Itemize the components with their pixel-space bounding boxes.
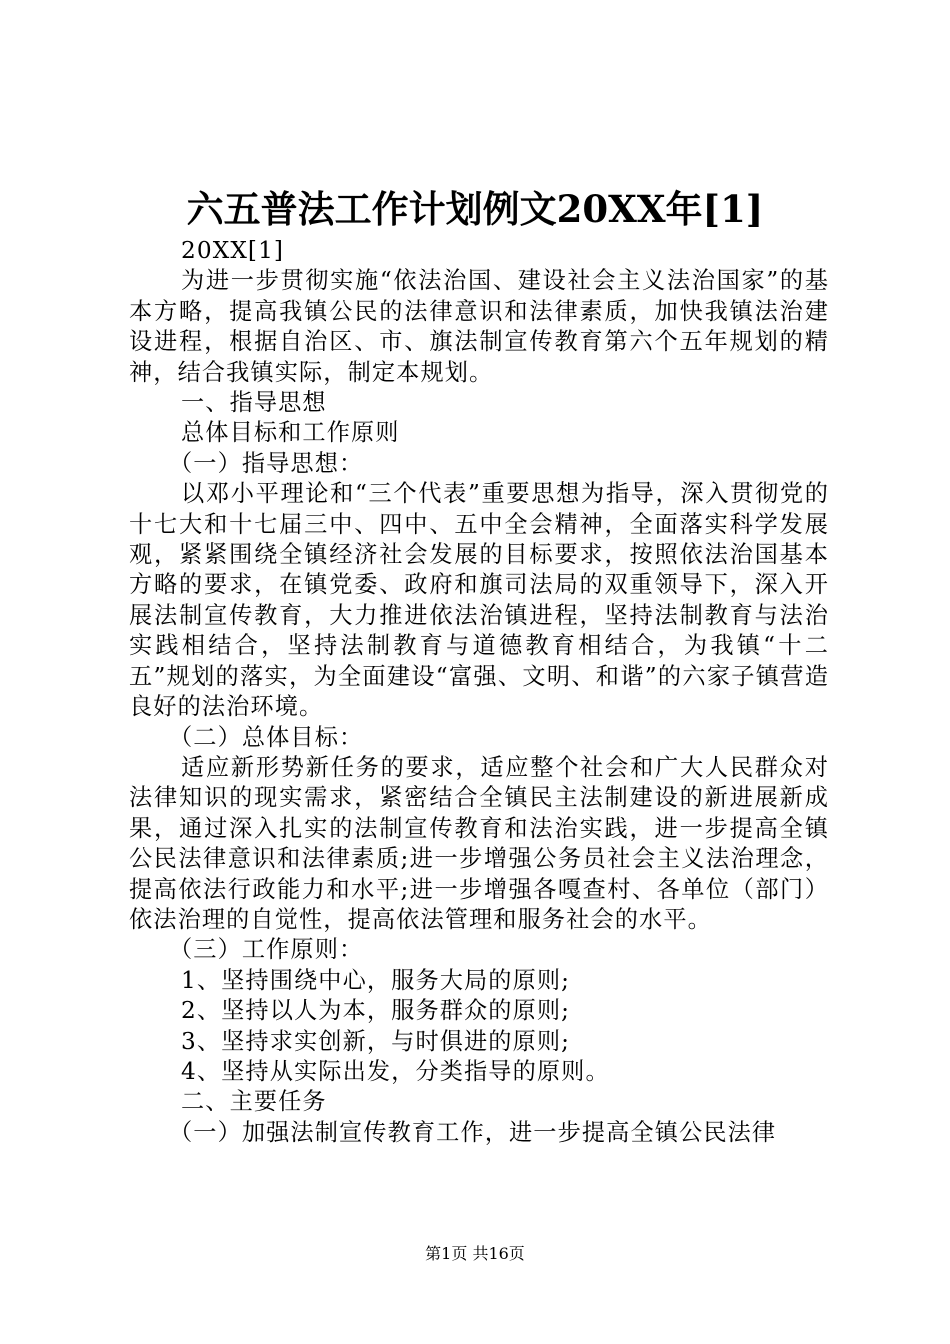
overall-goal-paragraph: 适应新形势新任务的要求，适应整个社会和广大人民群众对法律知识的现实需求，紧密结合全镇民主法制建设的新进展新成果，通过深入扎实的法制宣传教育和法治实践，进一步提高全镇公民法律意识和法律素质;进一步增强公务员社会主义法治理念，提高依法行政能力和水平;进一步增强各嘎查村、各单位（部门）依法治理的自觉性，提高依法管理和服务社会的水平。 [129,753,829,933]
date-line: 20XX[1] [181,237,285,264]
principle-item-2: 2、坚持以人为本，服务群众的原则; [181,997,571,1025]
subheading-work-principles: （三）工作原则： [169,936,364,964]
subheading-guiding-thought: （一）指导思想： [169,449,364,477]
section-heading-guiding-ideology: 一、指导思想 [181,389,327,417]
subheading-goals-principles: 总体目标和工作原则 [181,419,400,447]
page-number-footer: 第1页 共16页 [425,1244,525,1263]
section-heading-main-tasks: 二、主要任务 [181,1088,327,1116]
intro-paragraph: 为进一步贯彻实施“依法治国、建设社会主义法治国家”的基本方略，提高我镇公民的法律意识和法律素质，加快我镇法治建设进程，根据自治区、市、旗法制宣传教育第六个五年规划的精神，结合我镇实际，制定本规划。 [129,267,829,386]
task-item-1: （一）加强法制宣传教育工作，进一步提高全镇公民法律 [169,1118,777,1146]
document-body [129,236,829,1148]
principle-item-1: 1、坚持围绕中心，服务大局的原则; [181,966,571,994]
subheading-overall-goal: （二）总体目标： [169,723,364,751]
document-title: 六五普法工作计划例文20XX年[1] [186,187,764,231]
principle-item-3: 3、坚持求实创新，与时俱进的原则; [181,1027,571,1055]
guiding-thought-paragraph: 以邓小平理论和“三个代表”重要思想为指导，深入贯彻党的十七大和十七届三中、四中、五中全会精神，全面落实科学发展观，紧紧围绕全镇经济社会发展的目标要求，按照依法治国基本方略的要求，在镇党委、政府和旗司法局的双重领导下，深入开展法制宣传教育，大力推进依法治镇进程，坚持法制教育与法治实践相结合，坚持法制教育与道德教育相结合，为我镇“十二五”规划的落实，为全面建设“富强、文明、和谐”的六家子镇营造良好的法治环境。 [129,480,829,721]
principle-item-4: 4、坚持从实际出发，分类指导的原则。 [181,1057,610,1085]
